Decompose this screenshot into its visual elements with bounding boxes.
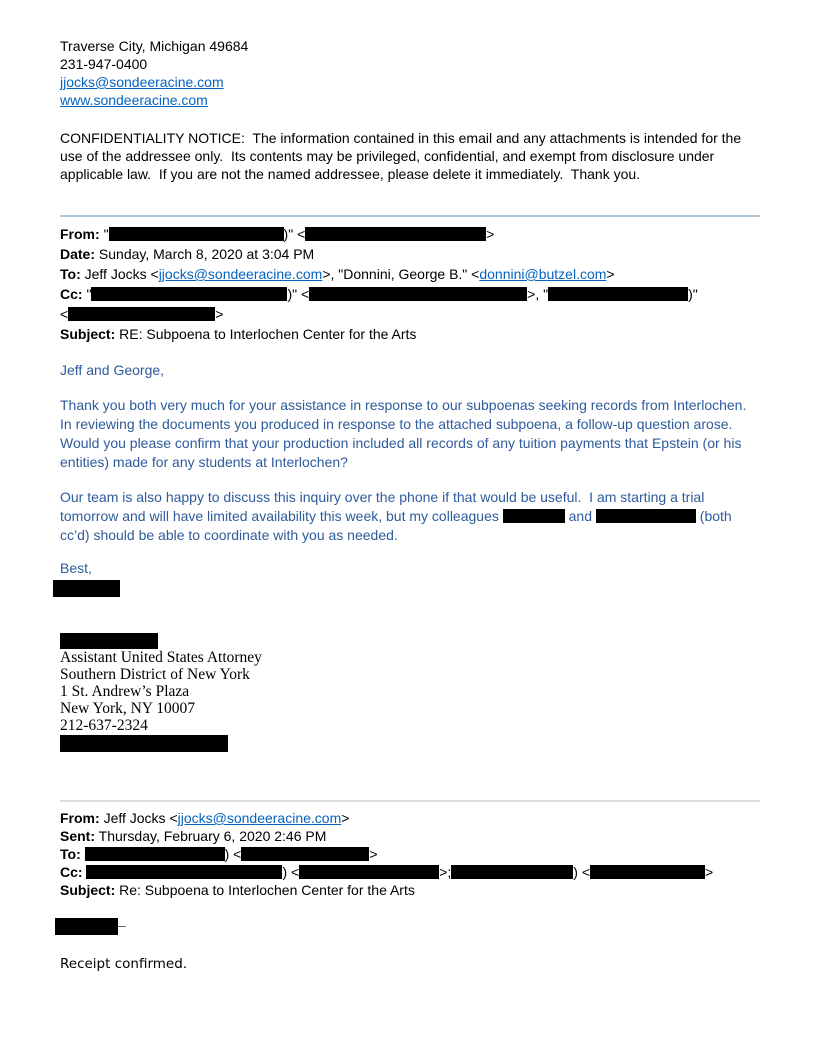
redaction-bar bbox=[309, 287, 527, 301]
redaction-bar bbox=[596, 509, 696, 523]
text-segment: > bbox=[369, 846, 378, 862]
header-label-date: Date: bbox=[60, 246, 96, 262]
email2-salutation bbox=[60, 917, 760, 935]
signature-address-1: 1 St. Andrew’s Plaza bbox=[60, 683, 190, 700]
confidentiality-notice: CONFIDENTIALITY NOTICE: The information contained in this email and any attachments is intended for the use of the addressee only. Its contents may be privileged, confidential, and exempt from disclosure under applicable law. If you are not the named addressee, please delete it immediately. Thank you. bbox=[60, 130, 746, 182]
text-segment: Jeff Jocks < bbox=[103, 810, 178, 826]
redaction-bar bbox=[590, 865, 705, 879]
redaction-bar bbox=[91, 287, 287, 301]
header-label-from: From: bbox=[60, 226, 100, 242]
redaction-bar bbox=[305, 227, 486, 241]
redaction-bar bbox=[68, 307, 215, 321]
text-segment: >, " bbox=[527, 286, 549, 302]
signature-phone: 212-637-2324 bbox=[60, 717, 148, 734]
contact-block bbox=[60, 37, 760, 109]
text-segment: > bbox=[486, 226, 495, 242]
header-line-subject bbox=[60, 881, 760, 899]
text-segment: >, "Donnini, George B." < bbox=[322, 266, 480, 282]
text-segment: )" bbox=[688, 286, 698, 302]
header-label-subject: Subject: bbox=[60, 326, 116, 342]
text-segment: ) < bbox=[573, 864, 590, 880]
header-line-sent bbox=[60, 827, 760, 845]
redaction-bar bbox=[109, 227, 284, 241]
text-segment: " bbox=[103, 226, 109, 242]
contact-website-link[interactable]: www.sondeeracine.com bbox=[60, 92, 208, 108]
header-label-to: To: bbox=[60, 266, 81, 282]
signature-block bbox=[60, 633, 760, 752]
redaction-bar bbox=[86, 865, 282, 879]
text-segment: (both cc’d) should be able to coordinate with you as needed. bbox=[60, 508, 736, 543]
contact-phone: 231-947-0400 bbox=[60, 56, 148, 72]
redaction-bar bbox=[299, 865, 439, 879]
redaction-bar-signature-name bbox=[60, 633, 158, 649]
header-line-date bbox=[60, 244, 760, 264]
text-segment: Our team is also happy to discuss this inquiry over the phone if that would be useful. I am starting a trial tomorrow and will have limited availability this week, but my colleagues bbox=[60, 489, 709, 524]
redaction-bar bbox=[85, 847, 225, 861]
header-line-cc bbox=[60, 284, 760, 324]
header-label-sent: Sent: bbox=[60, 828, 95, 844]
header-label-cc: Cc: bbox=[60, 286, 83, 302]
text-segment: )" < bbox=[283, 226, 306, 242]
contact-email-link[interactable]: jjocks@sondeeracine.com bbox=[60, 74, 224, 90]
text-segment: > bbox=[606, 266, 615, 282]
header-line-from bbox=[60, 224, 760, 244]
header-label-cc: Cc: bbox=[60, 864, 83, 880]
text-segment: > bbox=[215, 306, 224, 322]
email-link[interactable]: jjocks@sondeeracine.com bbox=[158, 266, 323, 282]
text-segment: > bbox=[341, 810, 350, 826]
contact-city: Traverse City, Michigan 49684 bbox=[60, 38, 249, 54]
signature-title: Assistant United States Attorney bbox=[60, 649, 262, 666]
text-segment: " bbox=[86, 286, 92, 302]
email1-closing: Best, bbox=[60, 560, 92, 576]
salutation-dash: – bbox=[118, 917, 126, 933]
header-line-from bbox=[60, 809, 760, 827]
text-segment: ) < bbox=[224, 846, 242, 862]
redaction-bar-recipient-name bbox=[55, 918, 118, 935]
text-segment: Sunday, March 8, 2020 at 3:04 PM bbox=[98, 246, 315, 262]
email2-body: Receipt confirmed. bbox=[60, 955, 188, 972]
text-segment: >; bbox=[439, 864, 452, 880]
text-segment: Re: Subpoena to Interlochen Center for the Arts bbox=[119, 882, 415, 898]
redaction-bar bbox=[503, 509, 565, 523]
email2-headers bbox=[60, 809, 760, 899]
header-line-cc bbox=[60, 863, 760, 881]
text-segment: Jeff Jocks < bbox=[84, 266, 159, 282]
redaction-bar bbox=[241, 847, 369, 861]
header-line-to bbox=[60, 264, 760, 284]
text-segment: Thursday, February 6, 2020 2:46 PM bbox=[98, 828, 327, 844]
redaction-bar bbox=[548, 287, 688, 301]
email1-greeting: Jeff and George, bbox=[60, 362, 165, 378]
text-segment: )" < bbox=[287, 286, 310, 302]
signature-address-2: New York, NY 10007 bbox=[60, 700, 196, 717]
redaction-bar bbox=[451, 865, 573, 879]
header-label-to: To: bbox=[60, 846, 81, 862]
email1-headers bbox=[60, 224, 760, 344]
redaction-bar-signature-email bbox=[60, 735, 228, 752]
text-segment: > bbox=[705, 864, 714, 880]
email-link[interactable]: jjocks@sondeeracine.com bbox=[177, 810, 342, 826]
header-label-subject: Subject: bbox=[60, 882, 116, 898]
header-line-subject bbox=[60, 324, 760, 344]
text-segment: < bbox=[60, 306, 69, 322]
header-line-to bbox=[60, 845, 760, 863]
text-segment: ) < bbox=[282, 864, 300, 880]
divider-bottom bbox=[60, 800, 760, 802]
email1-paragraph-2 bbox=[60, 488, 760, 545]
email1-paragraph-1: Thank you both very much for your assistance in response to our subpoenas seeking records from Interlochen. In reviewing the documents you produced in response to the attached subpoena, a follow-up question arose. Would you please confirm that your production included all records of any tuition payments that Epstein (or his entities) made for any students at Interlochen? bbox=[60, 397, 755, 470]
divider-top bbox=[60, 215, 760, 217]
redaction-bar-sender-name bbox=[53, 580, 120, 597]
text-segment: and bbox=[564, 508, 596, 524]
header-label-from: From: bbox=[60, 810, 100, 826]
signature-office: Southern District of New York bbox=[60, 666, 250, 683]
text-segment: RE: Subpoena to Interlochen Center for the Arts bbox=[119, 326, 417, 342]
email-link[interactable]: donnini@butzel.com bbox=[479, 266, 607, 282]
